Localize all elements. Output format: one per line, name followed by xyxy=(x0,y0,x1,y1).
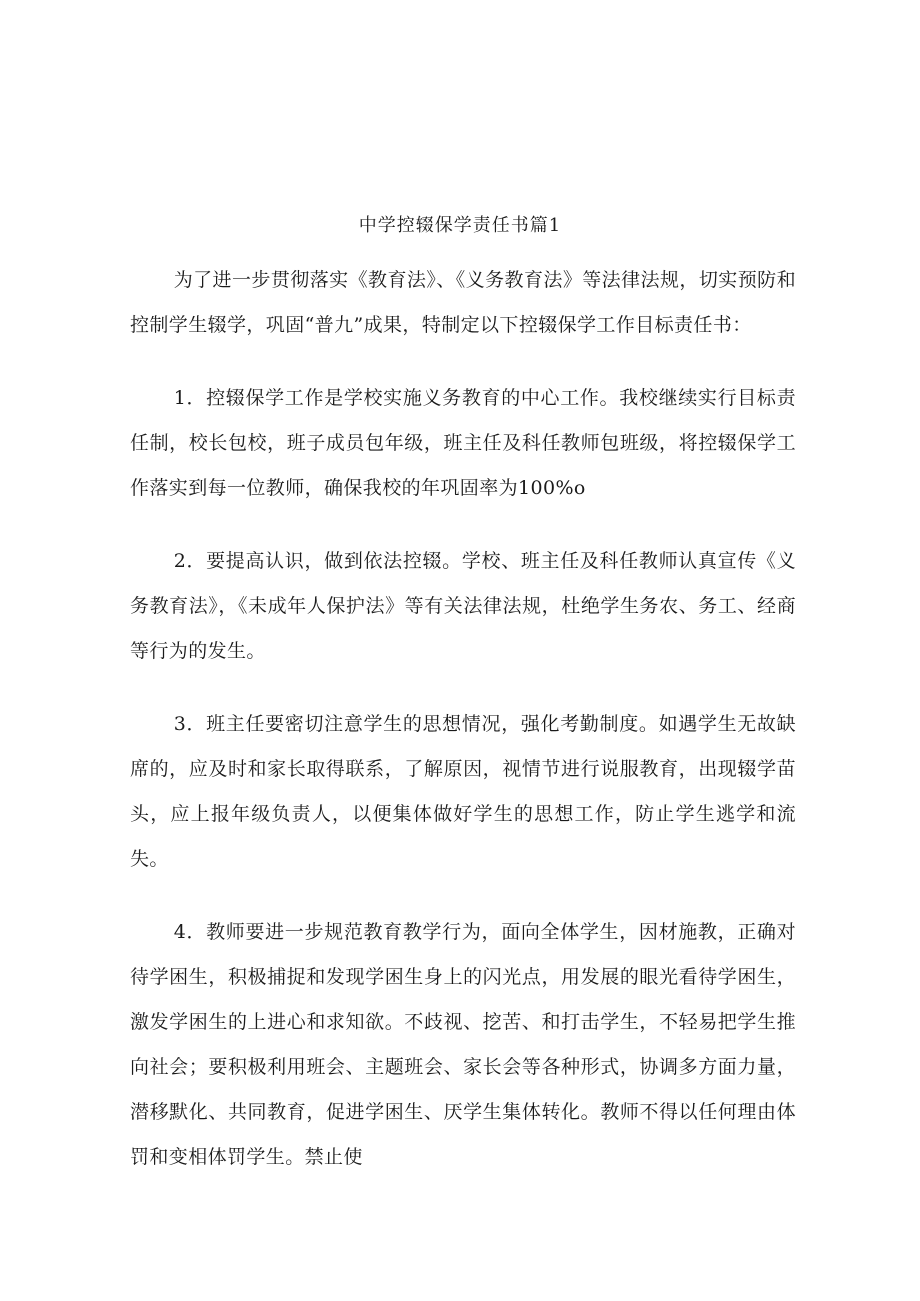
paragraph-item-1: 1．控辍保学工作是学校实施义务教育的中心工作。我校继续实行目标责任制，校长包校，班子成员包年级，班主任及科任教师包班级，将控辍保学工作落实到每一位教师，确保我校的年巩固率为100%o xyxy=(130,387,796,499)
paragraph-item-4: 4．教师要进一步规范教育教学行为，面向全体学生，因材施教，正确对待学困生，积极捕捉和发现学困生身上的闪光点，用发展的眼光看待学困生，激发学困生的上进心和求知欲。不歧视、挖苦、和打击学生，不轻易把学生推向社会；要积极利用班会、主题班会、家长会等各种形式，协调多方面力量，潜移默化、共同教育，促进学困生、厌学生集体转化。教师不得以任何理由体罚和变相体罚学生。禁止使 xyxy=(130,921,796,1168)
document-body xyxy=(130,258,796,1208)
paragraph-intro: 为了进一步贯彻落实《教育法》、《义务教育法》等法律法规，切实预防和控制学生辍学，巩固“普九”成果，特制定以下控辍保学工作目标责任书： xyxy=(130,269,796,336)
paragraph-item-2: 2．要提高认识，做到依法控辍。学校、班主任及科任教师认真宣传《义务教育法》，《未成年人保护法》等有关法律法规，杜绝学生务农、务工、经商等行为的发生。 xyxy=(130,550,796,662)
paragraph-item-3: 3．班主任要密切注意学生的思想情况，强化考勤制度。如遇学生无故缺席的，应及时和家长取得联系，了解原因，视情节进行说服教育，出现辍学苗头，应上报年级负责人，以便集体做好学生的思想工作，防止学生逃学和流失。 xyxy=(130,713,796,870)
document-title: 中学控辍保学责任书篇1 xyxy=(358,215,562,236)
